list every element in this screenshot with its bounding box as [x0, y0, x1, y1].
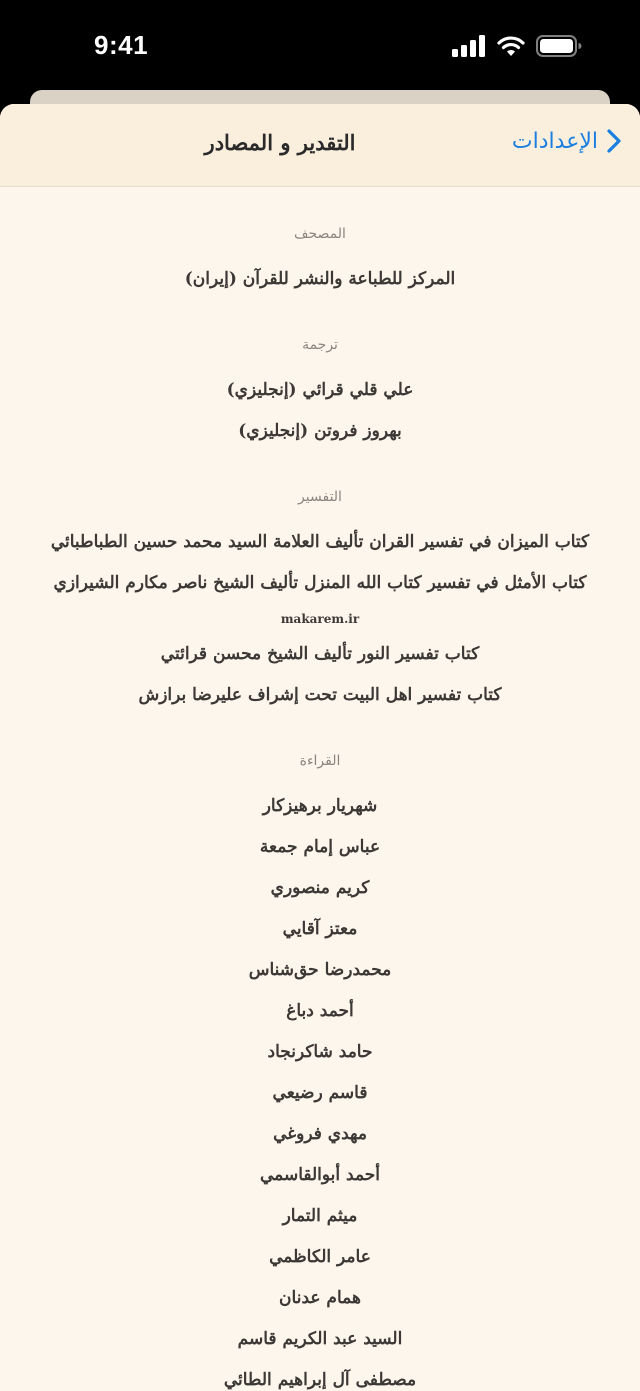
section-label: ترجمة	[302, 337, 338, 353]
back-label: الإعدادات	[511, 128, 598, 154]
credit-item: أحمد أبوالقاسمي	[259, 1165, 381, 1185]
section-label: المصحف	[294, 226, 346, 242]
credit-item: عباس إمام جمعة	[259, 837, 381, 857]
credit-item: مهدي فروغي	[273, 1124, 367, 1144]
credits-sheet	[0, 104, 640, 1391]
credit-item: عامر الكاظمي	[269, 1247, 371, 1267]
status-time: 9:41	[94, 30, 149, 60]
status-icons	[452, 34, 582, 58]
section-tafsir	[0, 486, 640, 716]
credit-item: أحمد دباغ	[286, 1001, 354, 1021]
navigation-bar	[0, 104, 640, 187]
section-mushaf	[0, 223, 640, 300]
credit-item: المركز للطباعة والنشر للقرآن (إيران)	[184, 269, 456, 289]
credit-item: قاسم رضيعي	[272, 1083, 368, 1103]
credit-item: كريم منصوري	[270, 878, 370, 898]
credit-item: كتاب تفسير النور تأليف الشيخ محسن قرائتي	[160, 644, 480, 664]
section-recitation	[0, 750, 640, 1391]
page-title: التقدير و المصادر	[204, 130, 356, 155]
section-translation	[0, 334, 640, 452]
credit-item: حامد شاكرنجاد	[267, 1042, 373, 1062]
wifi-icon	[496, 35, 526, 57]
credit-item: كتاب الميزان في تفسير القران تأليف العلامة السيد محمد حسين الطباطبائي	[50, 532, 590, 552]
credit-item: محمدرضا حق‌شناس	[248, 960, 392, 980]
credits-content	[0, 187, 640, 1391]
credit-item: ميثم التمار	[282, 1206, 358, 1226]
battery-icon	[536, 34, 582, 58]
credit-item: معتز آقايي	[282, 919, 358, 939]
status-bar	[0, 0, 640, 96]
credit-item: شهريار برهيزكار	[262, 796, 378, 816]
cellular-signal-icon	[452, 35, 486, 57]
credit-item: همام عدنان	[279, 1288, 361, 1308]
credit-item: علي قلي قرائي (إنجليزي)	[226, 380, 414, 400]
section-label: القراءة	[299, 753, 341, 769]
credit-item: السيد عبد الكريم قاسم	[237, 1329, 403, 1349]
credit-item: بهروز فروتن (إنجليزي)	[238, 421, 402, 441]
credit-item: كتاب تفسير اهل البيت تحت إشراف عليرضا برازش	[138, 685, 502, 705]
credit-item: مصطفى آل إبراهيم الطائي	[223, 1370, 417, 1390]
section-label: التفسير	[298, 489, 342, 505]
credit-item: كتاب الأمثل في تفسير كتاب الله المنزل تأليف الشيخ ناصر مكارم الشيرازي	[53, 573, 587, 593]
website-link[interactable]: makarem.ir	[280, 612, 360, 626]
